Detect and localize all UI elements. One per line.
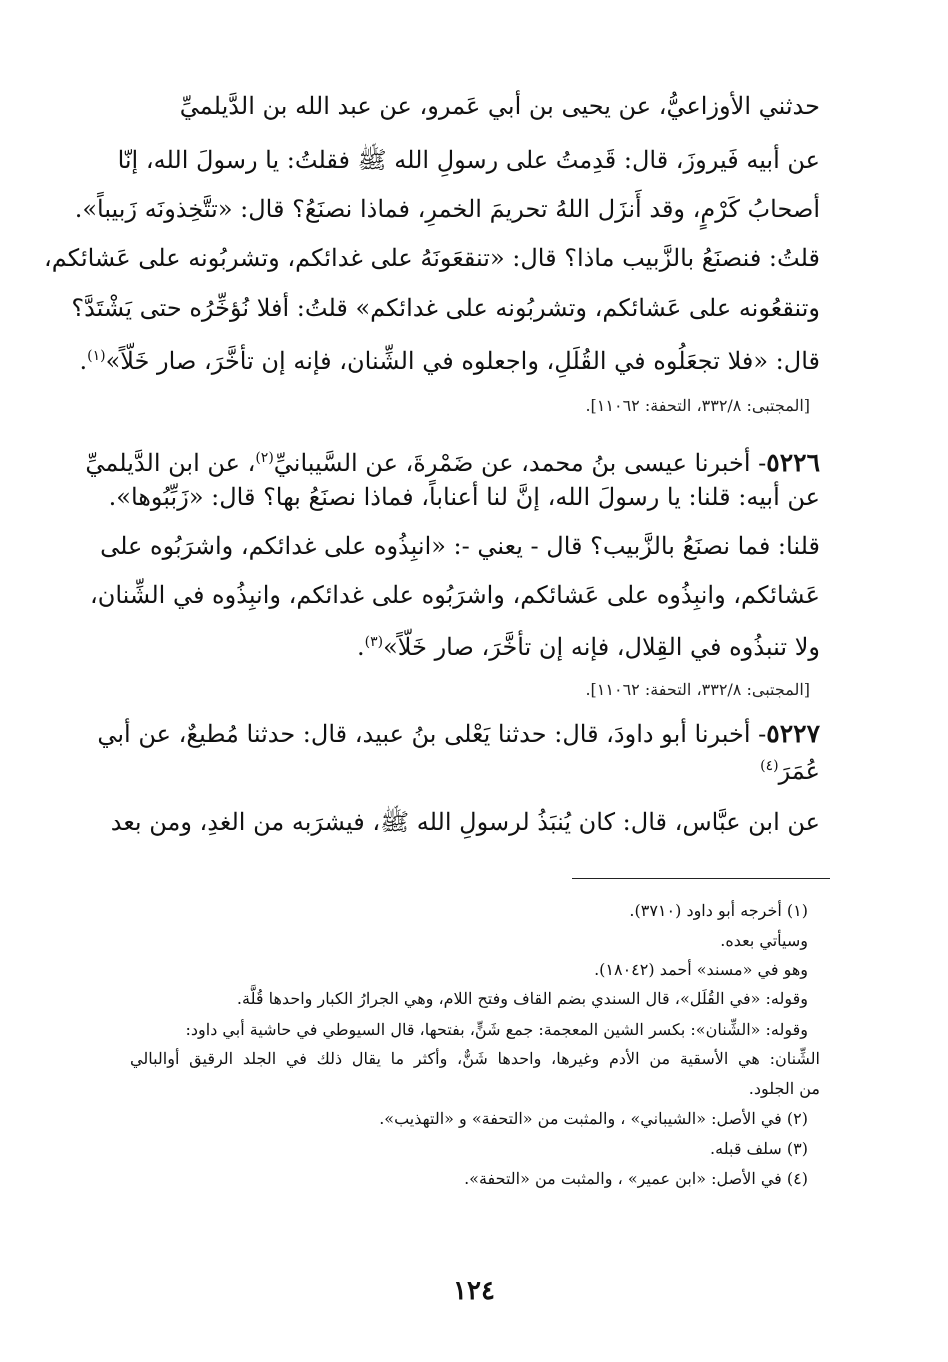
text-line: عَشائكم، وانبِذُوه على عَشائكم، واشرَبُوه على غدائكم، وانبِذُوه في الشِّنان، [90, 581, 820, 609]
footnote: وقوله: «الشِّنان»: بكسر الشين المعجمة: جمع شَنٍّ، بفتحها، قال السيوطي في حاشية أبي داود: [185, 1020, 808, 1039]
source-reference: [المجتبى: ٣٣٢/٨، التحفة: ١١٠٦٢]. [585, 396, 810, 415]
footnote: (٣) سلف قبله. [710, 1139, 808, 1158]
footnote: من الجلود. [748, 1079, 820, 1098]
source-reference: [المجتبى: ٣٣٢/٨، التحفة: ١١٠٦٢]. [585, 680, 810, 699]
footnote-marker: (٢) [255, 450, 274, 466]
page-number: ١٢٤ [453, 1276, 495, 1306]
hadith-header-line: ٥٢٢٦- أخبرنا عيسى بنُ محمد، عن ضَمْرةَ، عن السَّيبانيِّ$^{(٢)}$، عن ابن الدَّيلميِّ [85, 448, 820, 477]
text-line: عُمَرَ$^{(٤)}$ [760, 757, 820, 785]
footnote-divider [572, 878, 830, 879]
footnote-marker: (١) [87, 348, 106, 364]
footnote-marker: (٤) [760, 758, 779, 774]
text-line: قال: «فلا تجعَلُوه في القُلَلِ، واجعلوه في الشِّنان، فإنه إن تأخَّرَ، صار خَلّاً»$^{(١)}$. [79, 347, 820, 375]
text-line: عن أبيه فَيروزَ، قال: قَدِمتُ على رسولِ الله ﷺ فقلتُ: يا رسولَ الله، إنّا [117, 146, 820, 174]
footnote: (٤) في الأصل: «ابن عمير» ، والمثبت من «التحفة». [464, 1169, 808, 1188]
footnote: (١) أخرجه أبو داود (٣٧١٠). [629, 901, 808, 920]
text-line: عن ابن عبَّاس، قال: كان يُنبَذُ لرسولِ الله ﷺ، فيشرَبه من الغدِ، ومن بعد [110, 808, 820, 836]
text-line: وتنقعُونه على عَشائكم، وتشربُونه على غدائكم» قلتُ: أفلا نُؤخِّرُه حتى يَشْتَدَّ؟ [71, 294, 820, 322]
footnote: وهو في «مسند» أحمد (١٨٠٤٢). [594, 960, 808, 979]
text-line: قلنا: فما نصنَعُ بالزَّبيب؟ قال - يعني -: «انبِذُوه على غدائكم، واشرَبُوه على [100, 532, 820, 560]
text-line: عن أبيه: قلنا: يا رسولَ الله، إنَّ لنا أعناباً، فماذا نصنَعُ بها؟ قال: «زَبِّبُوها». [108, 483, 820, 511]
hadith-number: ٥٢٢٦ [766, 448, 820, 477]
text-line: حدثني الأوزاعيُّ، عن يحيى بن أبي عَمرو، عن عبد الله بن الدَّيلميِّ [179, 92, 820, 120]
footnote: وقوله: «في القُلَل»، قال السندي بضم القاف وفتح اللام، وهي الجرارُ الكبار واحدها قُلَّة. [236, 989, 808, 1008]
text-line: قلتُ: فنصنَعُ بالزَّبيب ماذا؟ قال: «تنقعَونَهُ على غدائكم، وتشربُونه على عَشائكم، [43, 244, 820, 272]
footnote-marker: (٣) [364, 634, 384, 650]
footnote: الشِّنان: هي الأسقية من الأدم وغيرها، واحدها شَنٌّ، وأكثر ما يقال ذلك في الجلد الرقيق أوالبالي [130, 1049, 821, 1068]
footnote: (٢) في الأصل: «الشيباني» ، والمثبت من «التحفة» و «التهذيب». [379, 1109, 808, 1128]
footnote: وسيأتي بعده. [720, 931, 808, 950]
text-line: أصحابُ كَرْمٍ، وقد أَنزَل اللهُ تحريمَ الخمرِ، فماذا نصنَعُ؟ قال: «تتَّخِذونَه زَبيباً». [74, 195, 820, 223]
hadith-number: ٥٢٢٧ [766, 719, 820, 748]
hadith-header-line: ٥٢٢٧- أخبرنا أبو داودَ، قال: حدثنا يَعْلى بنُ عبيد، قال: حدثنا مُطيعٌ، عن أبي [97, 719, 820, 748]
text-line: ولا تنبذُوه في القِلال، فإنه إن تأخَّرَ، صار خَلّاً»$^{(٣)}$. [356, 633, 820, 661]
